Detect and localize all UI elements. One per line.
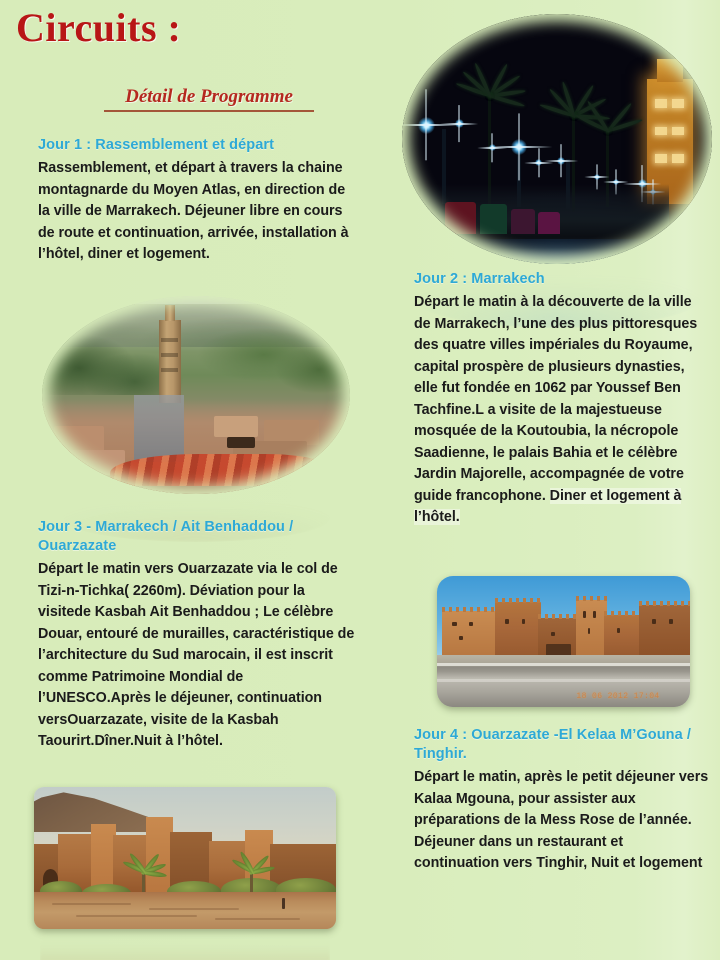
plaza-ground — [402, 237, 712, 265]
day-3-block — [38, 518, 358, 753]
street-light-flare — [511, 139, 527, 155]
day-4-heading: Jour 4 : Ouarzazate -El Kelaa M’Gouna / Tinghir. — [414, 727, 692, 762]
desert-foreground — [34, 892, 336, 929]
horse-carriage — [538, 212, 560, 235]
palm-grove — [42, 328, 350, 395]
day-4-body: Départ le matin, après le petit déjeuner vers Kalaa Mgouna, pour assister aux préparations de la Mess Rose de l’année. Déjeuner dans un restaurant et continuation vers Tinghir, Nuit et logement — [414, 769, 709, 871]
horse-carriage — [445, 202, 476, 235]
kasbah-taourirt-photo — [437, 576, 690, 707]
ksar-tower — [146, 817, 173, 892]
street-light-flare — [489, 144, 496, 151]
taourirt-scene — [437, 576, 690, 707]
horse-carriage — [480, 204, 508, 234]
night-scene — [402, 14, 712, 264]
programme-subtitle-block — [104, 86, 314, 112]
page-title: Circuits : — [16, 5, 182, 50]
benhaddou-scene — [34, 787, 336, 929]
day-2-heading: Jour 2 : Marrakech — [414, 271, 545, 287]
kasbah-block — [442, 611, 498, 658]
day-2-block — [414, 270, 710, 529]
kasbah-block — [495, 602, 541, 658]
day-4-block — [414, 726, 710, 875]
aerial-scene — [42, 296, 350, 494]
jemaa-el-fnaa-square — [134, 395, 183, 462]
person-silhouette — [282, 898, 285, 909]
marrakech-night-photo — [402, 14, 712, 264]
subtitle-underline — [104, 110, 314, 112]
street-light-flare — [557, 157, 565, 165]
day-1-heading: Jour 1 : Rassemblement et départ — [38, 137, 275, 153]
street-light-flare — [455, 119, 464, 128]
programme-subtitle: Détail de Programme — [125, 86, 293, 107]
day-3-body: Départ le matin vers Ouarzazate via le col de Tizi-n-Tichka( 2260m). Déviation pour la visitede Kasbah Ait Benhaddou ; Le célèbre Douar, entouré de murailles, caractéristique de l’architecture du Sud marocain, il est inscrit comme Patrimoine Mondial de l’UNESCO.Après le déjeuner, continuation versOuarzazate, visite de la Kasbah Taourirt.Dîner.Nuit à l’hôtel. — [38, 561, 355, 749]
ait-benhaddou-photo-reflection — [40, 929, 330, 960]
day-1-block — [38, 136, 358, 266]
foreground-road — [437, 655, 690, 707]
koutoubia-minaret — [159, 320, 181, 403]
ait-benhaddou-photo — [34, 787, 336, 929]
marrakech-aerial-photo — [42, 296, 350, 494]
kasbah-block — [639, 605, 690, 659]
horse-carriage — [511, 209, 536, 234]
souk-canopies — [110, 454, 332, 486]
street-light-flare — [418, 117, 435, 134]
kasbah-tower — [576, 600, 606, 659]
day-2-body-text: Départ le matin à la découverte de la ville de Marrakech, l’une des plus pittoresques des quatre villes impériales du Royaume, capital prospère de plusieurs dynasties, elle fut fondée en 1062 par Youssef Ben Tachfine.L a visite de la majestueuse mosquée de la Koutoubia, la nécropole Saadienne, le palais Bahia et le célèbre Jardin Majorelle, accompagnée de votre guide francophone. — [414, 294, 698, 504]
day-2-body-highlight: Diner et logement à l’hôtel. — [414, 487, 682, 525]
kasbah-block — [604, 615, 642, 658]
day-1-body: Rassemblement, et départ à travers la chaine montagnarde du Moyen Atlas, en direction de la ville de Marrakech. Déjeuner libre en cours de route et continuation, arrivée, installation à l’hôtel, diner et logement. — [38, 160, 349, 262]
day-2-body — [414, 292, 710, 529]
camera-datestamp: 18 06 2012 17:04 — [576, 692, 660, 702]
day-3-heading: Jour 3 - Marrakech / Ait Benhaddou / Ouarzazate — [38, 519, 294, 554]
